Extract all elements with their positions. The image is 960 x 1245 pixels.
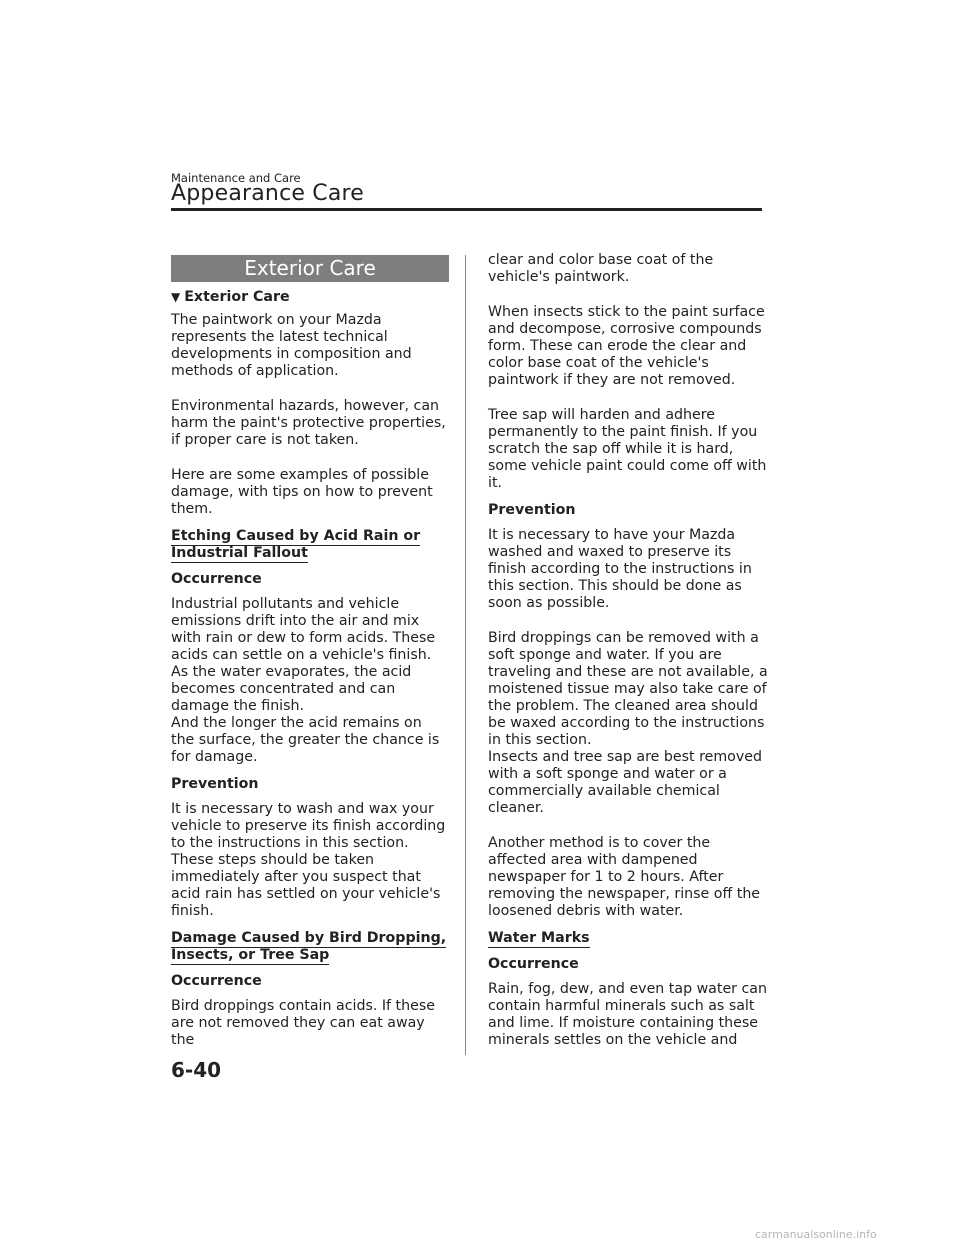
triangle-down-icon: ▼ (171, 290, 181, 304)
prevention-label: Prevention (171, 776, 259, 792)
page-number: 6-40 (171, 1058, 222, 1082)
occurrence-text: Rain, fog, dew, and even tap water can contain harmful minerals such as salt and lime. If moisture containing these minerals settles on the vehicle and (488, 981, 767, 1048)
subheading-text: Exterior Care (184, 289, 290, 305)
topic-line-1: Etching Caused by Acid Rain or (171, 528, 421, 544)
page-title: Appearance Care (171, 181, 365, 206)
watermark: carmanualsonline.info (755, 1228, 877, 1241)
tree-sap-paragraph: Tree sap will harden and adhere permanently to the paint finish. If you scratch the sap off while it is hard, some vehicle paint could come off with it. (488, 407, 767, 491)
occurrence-label: Occurrence (171, 973, 262, 989)
insects-sap-removal-paragraph: Insects and tree sap are best removed with a soft sponge and water or a commercially available chemical cleaner. (488, 749, 762, 816)
topic-line-2: Industrial Fallout (171, 545, 308, 561)
topic-heading-bird-dropping (171, 930, 449, 964)
intro-paragraph-1: The paintwork on your Mazda represents the latest technical developments in composition and methods of application. (171, 312, 412, 379)
occurrence-label: Occurrence (488, 956, 579, 972)
topic-heading-acid-rain (171, 528, 449, 562)
continued-paragraph: clear and color base coat of the vehicle's paintwork. (488, 252, 714, 285)
chapter-label: Maintenance and Care (171, 171, 301, 185)
intro-paragraph-2: Environmental hazards, however, can harm the paint's protective properties, if proper care is not taken. (171, 398, 446, 448)
topic-line-2: Insects, or Tree Sap (171, 947, 330, 963)
column-divider (465, 255, 466, 1055)
prevention-text-2: These steps should be taken immediately after you suspect that acid rain has settled on your vehicle's finish. (171, 852, 441, 919)
left-column (171, 255, 449, 1059)
topic-line-1: Water Marks (488, 930, 590, 946)
topic-heading-water-marks (488, 930, 768, 947)
prevention-text: It is necessary to wash and wax your vehicle to preserve its finish according to the instructions in this section. (171, 801, 446, 851)
newspaper-method-paragraph: Another method is to cover the affected area with dampened newspaper for 1 to 2 hours. After removing the newspaper, rinse off the loosened debris with water. (488, 835, 761, 919)
bird-droppings-paragraph: Bird droppings can be removed with a soft sponge and water. If you are traveling and these are not available, a moistened tissue may also take care of the problem. The cleaned area should be waxed according to the instructions in this section. (488, 630, 768, 748)
section-banner: Exterior Care (171, 255, 449, 282)
intro-paragraph-3: Here are some examples of possible damage, with tips on how to prevent them. (171, 467, 433, 517)
prevention-label: Prevention (488, 502, 576, 518)
occurrence-text: Bird droppings contain acids. If these are not removed they can eat away the (171, 998, 435, 1048)
occurrence-label: Occurrence (171, 571, 262, 587)
occurrence-text-2: And the longer the acid remains on the surface, the greater the chance is for damage. (171, 715, 440, 765)
occurrence-text: Industrial pollutants and vehicle emissions drift into the air and mix with rain or dew to form acids. These acids can settle on a vehicle's finish. As the water evaporates, the acid becomes concentrated and can damage the finish. (171, 596, 436, 714)
subheading (171, 289, 449, 306)
right-column (488, 252, 768, 1059)
insects-paragraph: When insects stick to the paint surface and decompose, corrosive compounds form. These can erode the clear and color base coat of the vehicle's paintwork if they are not removed. (488, 304, 765, 388)
topic-line-1: Damage Caused by Bird Dropping, (171, 930, 447, 946)
prevention-text: It is necessary to have your Mazda washed and waxed to preserve its finish according to the instructions in this section. This should be done as soon as possible. (488, 527, 752, 611)
header-rule (171, 208, 762, 211)
